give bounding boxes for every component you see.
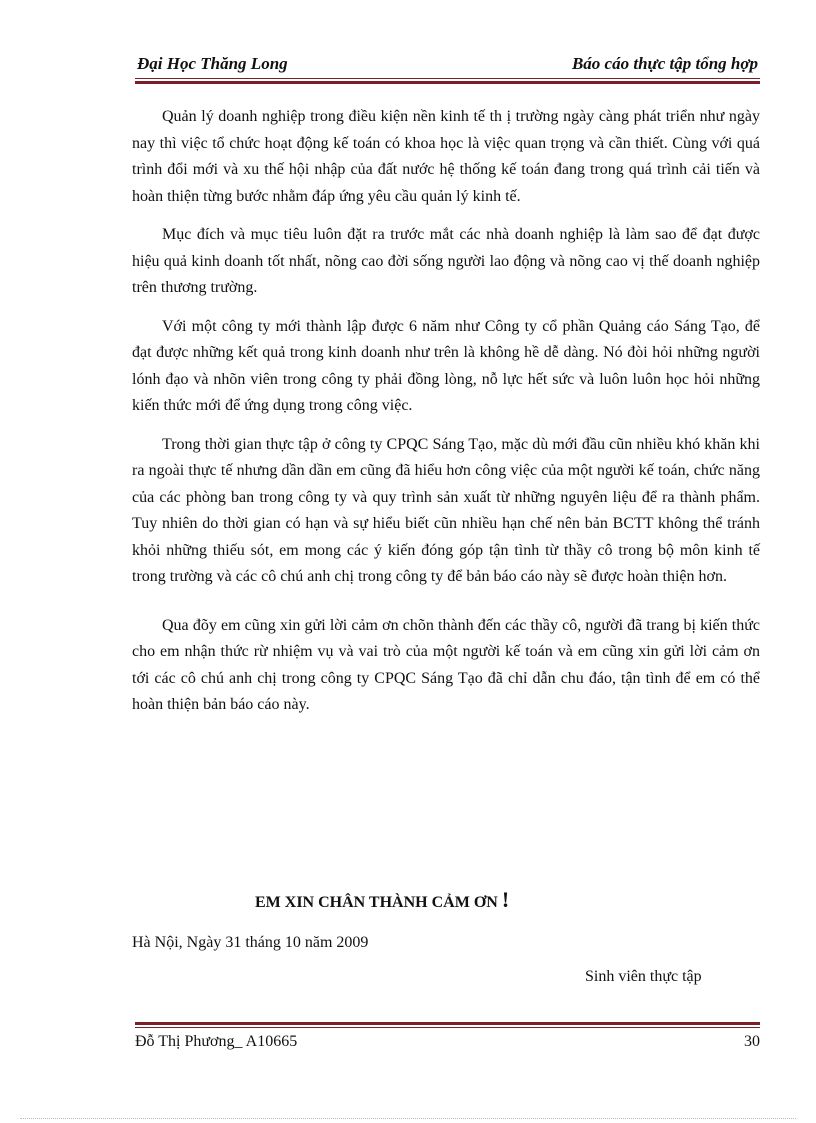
page-bottom-dotted-border [20, 1118, 796, 1119]
body-text [132, 104, 760, 731]
paragraph-3: Với một công ty mới thành lập được 6 năm như Công ty cổ phần Quảng cáo Sáng Tạo, để đạt được những kết quả trong kinh doanh như trên là không hề dễ dàng. Nó đòi hỏi những người lónh đạo và nhõn viên trong công ty phải đồng lòng, nỗ lực hết sức và luôn luôn học hỏi những kiến thức mới để ứng dụng trong công việc. [132, 317, 760, 414]
footer-author: Đỗ Thị Phương_ A10665 [135, 1033, 298, 1050]
signer-line: Sinh viên thực tập [585, 968, 702, 985]
page-header [135, 48, 760, 78]
header-report-title: Báo cáo thực tập tổng hợp [571, 54, 758, 73]
thanks-text: EM XIN CHÂN THÀNH CẢM ƠN [255, 894, 498, 911]
paragraph-2: Mục đích và mục tiêu luôn đặt ra trước mắt các nhà doanh nghiệp là làm sao để đạt được hiệu quả kinh doanh tốt nhất, nõng cao đời sống người lao động và nõng cao vị thế doanh nghiệp trên thương trường. [132, 226, 760, 296]
paragraph-5: Qua đõy em cũng xin gửi lời cảm ơn chõn thành đến các thầy cô, người đã trang bị kiến thức cho em nhận thức rừ nhiệm vụ và vai trò của một người kế toán và em cũng xin gửi lời cảm ơn tới các cô chú anh chị trong công ty CPQC Sáng Tạo đã chỉ dẫn chu đáo, tận tình để em có thể hoàn thiện bản báo cáo này. [132, 616, 760, 713]
paragraph-4: Trong thời gian thực tập ở công ty CPQC Sáng Tạo, mặc dù mới đầu cũn nhiều khó khăn khi ra ngoài thực tế nhưng dần dần em cũng đã hiểu hơn công việc của một người kế toán, chức năng của các phòng ban trong công ty và quy trình sản xuất từ những nguyên liệu để ra thành phẩm. Tuy nhiên do thời gian có hạn và sự hiểu biết cũn nhiều hạn chế nên bản BCTT không thể tránh khỏi những thiếu sót, em mong các ý kiến đóng góp tận tình từ thầy cô trong bộ môn kinh tế trong trường và các cô chú anh chị trong công ty để bản báo cáo này sẽ được hoàn thiện hơn. [132, 435, 760, 585]
footer-rule-thick [135, 1022, 760, 1025]
header-rule-thick [135, 81, 760, 84]
footer-page-number: 30 [744, 1033, 760, 1050]
thanks-exclamation: ! [501, 887, 510, 912]
footer-rule-thin [135, 1027, 760, 1028]
paragraph-1: Quản lý doanh nghiệp trong điều kiện nền kinh tế th ị trường ngày càng phát triển như ngày nay thì việc tổ chức hoạt động kế toán có khoa học là việc quan trọng và cần thiết. Cùng với quá trình đổi mới và xu thế hội nhập của đất nước hệ thống kế toán đang trong quá trình cải tiến và hoàn thiện từng bước nhằm đáp ứng yêu cầu quản lý kinh tế. [132, 108, 760, 205]
date-line: Hà Nội, Ngày 31 tháng 10 năm 2009 [132, 934, 369, 951]
thanks-line [255, 887, 509, 913]
header-school: Đại Học Thăng Long [137, 54, 288, 73]
header-rule-thin [135, 78, 760, 79]
